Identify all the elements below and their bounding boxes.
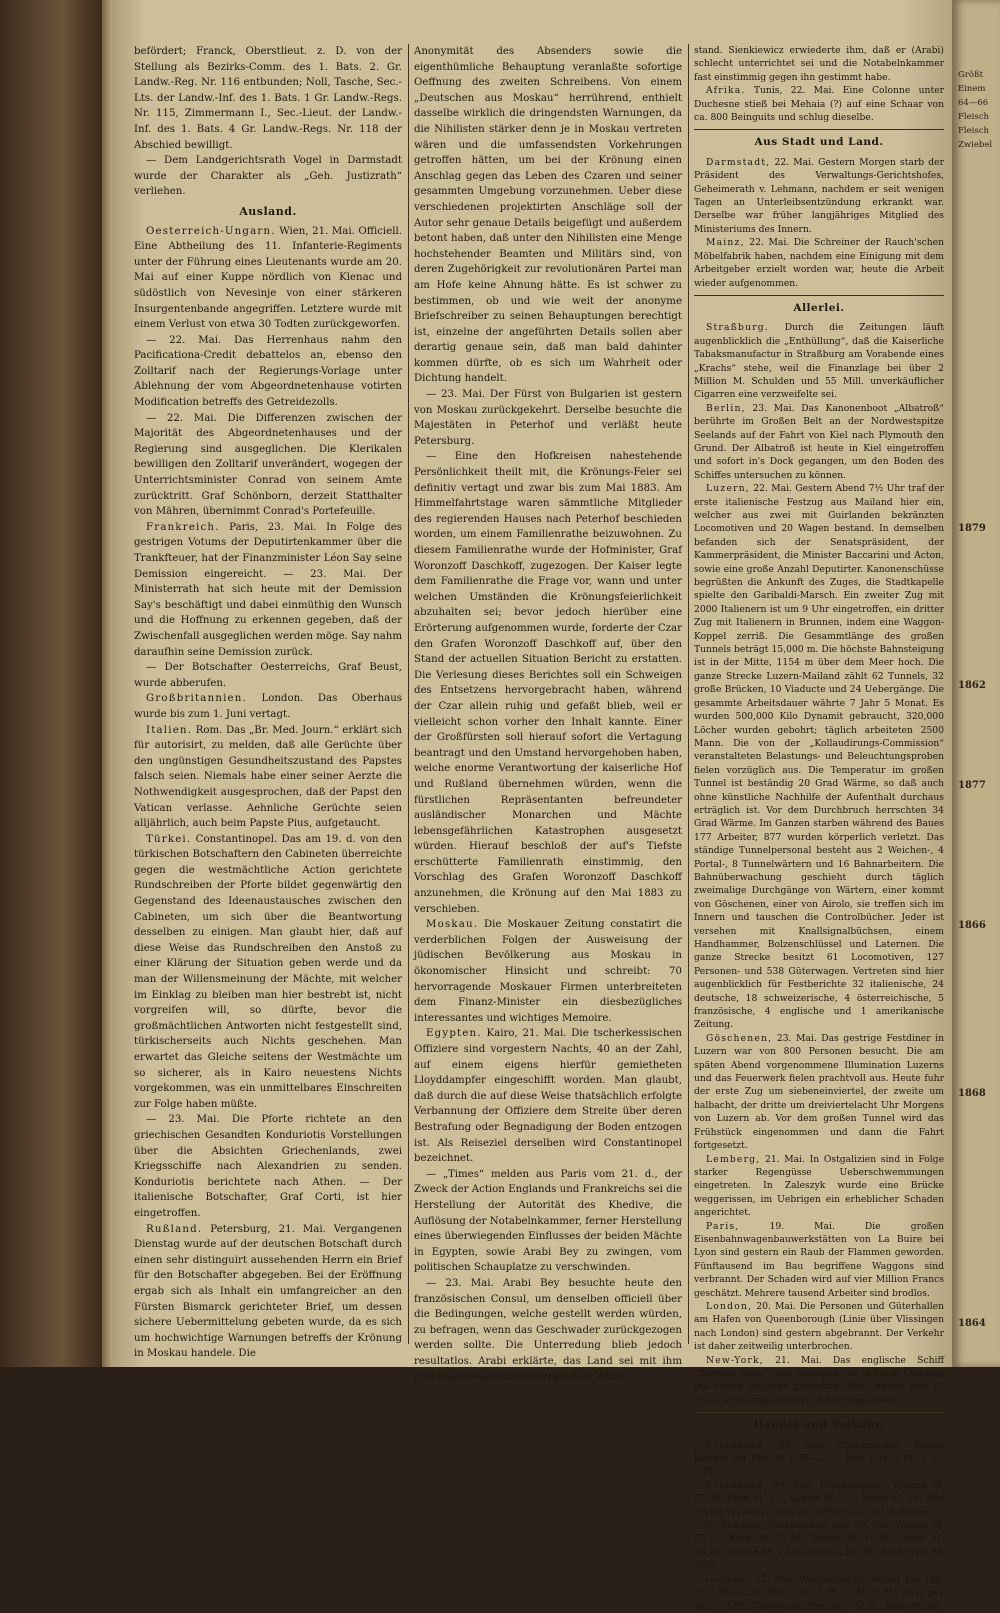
- dateline: Straßburg.: [706, 322, 769, 334]
- dateline: Afrika.: [706, 85, 746, 97]
- fragment-year: 1862: [958, 680, 986, 691]
- paragraph-text: 20. Mai. Die Personen und Güterhallen am Hafen von Queenborough (Linie über Vlissingen nach London) sind gestern abgebrannt. Der Verkehr ist daher zeitweilig unterbrochen.: [694, 1300, 944, 1353]
- paragraph-text: Durch die Zeitungen läuft augenblicklich die „Enthüllung“, daß die Kaiserliche Tabaksmanufactur in Straßburg am Vorabende eines „Krachs“ stehe, weil die Finanzlage bei über 2 Million M. Schulden und 55 Mill. unverkäuflicher Cigarren eine verzweifelte sei.: [694, 322, 945, 401]
- paragraph-text: Petersburg, 21. Mai. Vergangenen Dienstag wurde auf der deutschen Botschaft durch einen sehr distinguirt aussehenden Herrn ein Brief für den Botschafter abgegeben. Bei der Eröffnung ergab sich als Inhalt ein umfangreicher an den Fürsten Bismarck gerichteter Brief, um dessen sichere Uebermittelung gebeten wurde, da es sich um hochwichtige Warnungen betreffs der Krönung in Moskau handele. Die: [134, 1223, 402, 1360]
- paragraph: Anonymität des Absenders sowie die eigenthümliche Behauptung veranlaßte sofortige Oeffnung des zweiten Schreibens. Von einem „Deutschen aus Moskau“ herrührend, enthielt dasselbe wirklich die dringendsten Warnungen, da die Nihilisten stärker denn je in Moskau vertreten wären und die umfassendsten Vorkehrungen getroffen hätten, um bei der Krönung einen Anschlag gegen das Leben des Czaren und seiner gesammten Umgebung vorzunehmen. Ueber diese verschiedenen projektirten Anschläge soll der Autor sehr genaue Details beigefügt und außerdem betont haben, daß unter den Nihilisten eine Menge hochstehender Beamten und Militärs sind, von deren Zugehörigkeit zur revolutionären Partei man am Hofe keine Ahnung hätte. Es ist schwer zu bestimmen, ob und wie weit der anonyme Briefschreiber zu seinen Behauptungen berechtigt ist, einzelne der angeführten Details sollen aber derartig genaue sein, daß man bald dahinter kommen dürfte, ob es sich um Wahrheit oder Dichtung handelt.: [414, 46, 682, 385]
- dateline: Gießen,: [706, 1573, 751, 1585]
- section-heading-ausland: Ausland.: [239, 204, 297, 218]
- dateline: Paris,: [706, 1220, 740, 1232]
- paragraph-text: 23. Mai. Das gestrige Festdiner in Luzern war von 800 Personen besucht. Die am späten Abend vorgenommene Illumination Luzerns und das Feuerwerk fielen prachtvoll aus. Heute fuhr der erste Zug um siebeneinviertel, der zweite um halbacht, der dritte um dreiviertelacht Uhr Morgens von Luzern ab. Vor dem großen Tunnel wird das Frühstück eingenommen und dann die Fahrt fortgesetzt.: [694, 1032, 945, 1152]
- paragraph-text: London. Das Oberhaus wurde bis zum 1. Juni vertagt.: [134, 693, 402, 720]
- paragraph: [134, 1222, 402, 1362]
- dateline: Rußland.: [146, 1223, 203, 1235]
- dateline: Göschenen,: [706, 1032, 773, 1044]
- paragraph: [694, 402, 944, 482]
- section-heading-stadt-und-land: Aus Stadt und Land.: [754, 136, 884, 149]
- fragment-year: 1877: [958, 780, 986, 791]
- fragment-year: 1864: [958, 1318, 986, 1329]
- paragraph-text: 19. Mai. Die großen Eisenbahnwagenbauwerkstätten von La Buire bei Lyon sind gestern ein Raub der Flammen geworden. Fünftausend im Bau begriffene Waggons sind verbrannt. Der Schaden wird auf vier Million Francs geschätzt. Mehrere tausend Arbeiter sind brodlos.: [694, 1220, 944, 1299]
- section-divider: [694, 129, 944, 130]
- fragment-year: 1866: [958, 920, 986, 931]
- paragraph: [694, 1300, 944, 1354]
- paragraph: [694, 156, 944, 236]
- dateline: Oesterreich-Ungarn.: [146, 225, 276, 237]
- paragraph: — „Times“ melden aus Paris vom 21. d., der Zweck der Action Englands und Frankreichs sei die Herstellung der Autorität des Khedive, die Auflösung der Notabelnkammer, ferner Herstellung eines überwiegenden Einflusses der beiden Mächte in Egypten, sowie Arabi Bey zu zwingen, vom politischen Schauplatze zu verschwinden.: [414, 1168, 682, 1274]
- paragraph: befördert; Franck, Oberstlieut. z. D. von der Stellung als Bezirks-Comm. des 1. Bats. 2. Gr. Landw.-Reg. Nr. 116 entbunden; Noll, Tasche, Sec.-Lts. der Landw.-Inf. des 1. Bats. 1 Gr. Landw.-Regs. Nr. 115, Zimmermann I., Sec.-Lieut. der Landw.-Inf. des 1. Bats. 4 Gr. Landw.-Regs. Nr. 118 der Abschied bewilligt.: [134, 46, 402, 151]
- fragment-text: Größt: [958, 70, 984, 80]
- paragraph-text: Tunis, 22. Mai. Eine Colonne unter Duchesne stieß bei Mehaia (?) auf eine Schaar von ca. 800 Beinguits und schlug dieselbe.: [694, 85, 944, 124]
- paragraph: [694, 321, 944, 401]
- page-edge: [102, 0, 112, 1367]
- paragraph: [694, 1354, 944, 1408]
- paragraph: [694, 1153, 944, 1220]
- column-3: [694, 44, 945, 1612]
- paragraph: — 23. Mai. Die Pforte richtete an den griechischen Gesandten Konduriotis Vorstellungen über die Absichten Griechenlands, zwei Kriegsschiffe nach Alexandrien zu senden. Konduriotis berichtete nach Athen. — Der italienische Botschafter, Graf Corti, ist hier eingetroffen.: [134, 1114, 402, 1219]
- paragraph: [414, 1026, 682, 1166]
- paragraph: [134, 224, 402, 333]
- dateline: Friedberg,: [706, 1479, 768, 1491]
- column-1: [134, 44, 402, 1360]
- paragraph: [694, 236, 944, 290]
- adjacent-page-fragment: [952, 0, 1000, 1367]
- paragraph: — 23. Mai. Der Fürst von Bulgarien ist gestern von Moskau zurückgekehrt. Derselbe besuchte die Majestäten in Peterhof und verläßt heute Petersburg.: [414, 389, 682, 447]
- fragment-year: 1879: [958, 523, 986, 534]
- paragraph-text: 24. Mai. Wochenmarkt. Butter kostete per Pfd. M. 1.05—1.20, Eier 1 St. 5 Pf., 2 St. 9 Pf.: [694, 1439, 944, 1478]
- paragraph: — Der Botschafter Oesterreichs, Graf Beust, wurde abberufen.: [134, 662, 402, 689]
- paragraph-text: 23. Mai. Wochenmarkt. Butter per Pfd. M. 1.00—1.10, Eier 1 St. 5 Pf., 2 St. 9 Pf., Käse per St. 5—9 Pf., Tauben das Paar 60—70 Pf., Hühner per: [694, 1573, 944, 1612]
- dateline: Friedberg,: [706, 1439, 768, 1451]
- dateline: Moskau.: [426, 919, 479, 931]
- newspaper-page: [112, 0, 952, 1612]
- paragraph: [134, 723, 402, 832]
- paragraph-text: Die Moskauer Zeitung constatirt die verderblichen Folgen der Ausweisung der jüdischen Bevölkerung aus Moskau in ökonomischer Hinsicht und schreibt: 70 hervorragende Moskauer Firmen unterbreiteten dem Finanz-Minister ein diesbezügliches interessantes und wichtiges Memoire.: [414, 919, 682, 1024]
- paragraph-text: Fruchtpreise vom 20. Mai. Waizen M. 25.12, Korn M. 19.20, Gerste M. 16.60, Hafer M. 16.16, Erbsen M. 23.00, Samen M. 26., Kartoffeln M. 2.80.: [694, 1520, 945, 1572]
- section-heading-allerlei: Allerlei.: [793, 301, 845, 314]
- column-rule: [688, 44, 689, 1344]
- dateline: New-York,: [706, 1354, 764, 1366]
- paragraph: [694, 1220, 944, 1300]
- paragraph: [694, 482, 944, 1032]
- paragraph-text: 22. Mai. Gestern Morgen starb der Präsident des Verwaltungs-Gerichtshofes, Geheimerath v. Lehmann, nachdem er seit wenigen Tagen an Unterleibsentzündung erkrankt war. Derselbe war früher langjähriges Mitglied des Ministeriums des Innern.: [694, 156, 945, 235]
- paragraph: — Dem Landgerichtsrath Vogel in Darmstadt wurde der Charakter als „Geh. Justizrath“ verliehen.: [134, 155, 402, 198]
- paragraph-text: Rom. Das „Br. Med. Journ.“ erklärt sich für autorisirt, zu melden, daß alle Gerüchte über den ungünstigen Gesundheitszustand des Papstes falsch seien. Niemals habe einer seiner Aerzte die Nothwendigkeit ausgesprochen, daß der Papst den Vatican verlasse. Aehnliche Gerüchte seien alljährlich, auch beim Papste Pius, aufgetaucht.: [134, 724, 402, 830]
- paragraph: [694, 84, 944, 124]
- paragraph: [694, 1439, 944, 1479]
- paragraph: — 22. Mai. Die Differenzen zwischen der Majorität des Abgeordnetenhauses und der Regierung sind ausgeglichen. Die Klerikalen bewilligen den Zolltarif unverändert, wogegen der Unterrichtsminister Conrad von seinem Amte zurücktritt. Graf Schönborn, derzeit Statthalter von Mähren, übernimmt Conrad's Portefeuille.: [134, 412, 402, 518]
- dateline: Türkei.: [146, 833, 192, 845]
- fragment-text: Fleisch: [958, 112, 989, 122]
- fragment-text: Zwiebel: [958, 140, 993, 150]
- fragment-text: Einem: [958, 84, 986, 94]
- paragraph-text: 21. Mai. Das englische Schiff „Western Belle“, von Greenock, ist in Folge Collision mit einem Eisberge gesunken. Der Capitän und 13 Mann sind umgekommen, 6 Mann gerettet.: [694, 1354, 944, 1406]
- dateline: Berlin,: [706, 402, 746, 414]
- paragraph: [694, 1479, 944, 1519]
- paragraph-text: Kairo, 21. Mai. Die tscherkessischen Offiziere sind vorgestern Nachts, 40 an der Zahl, auf einem eigens hierfür gemietheten Lloyddampfer eingeschifft worden. Man glaubt, daß durch die auf diese Weise thatsächlich erfolgte Verbannung der Offiziere dem Streite über deren Bestrafung oder Begnadigung der Boden entzogen ist. Als Reiseziel derselben wird Constantinopel bezeichnet.: [414, 1028, 682, 1165]
- paragraph: [134, 520, 402, 660]
- paragraph: [694, 1032, 944, 1153]
- dateline: Darmstadt,: [706, 156, 771, 168]
- section-heading-handel: Handel und Verkehr.: [753, 1419, 885, 1432]
- paragraph: [134, 691, 402, 722]
- dateline: Italien.: [146, 724, 193, 736]
- paragraph: — 22. Mai. Das Herrenhaus nahm den Pacificationa-Credit debattelos an, ebenso den Zolltarif nach der Regierungs-Vorlage unter Ablehnung der vom Abgeordnetenhause votirten Modification betreffs des Getreidezolls.: [134, 334, 402, 409]
- dateline: Lemberg,: [706, 1153, 761, 1165]
- paragraph: — 23. Mai. Arabi Bey besuchte heute den französischen Consul, um denselben officiell über die Bedingungen, welche gestellt werden würden, zu befragen, wenn das Geschwader zurückgezogen werden sollte. Die Unterredung blieb jedoch resultatlos. Arabi erklärte, das Land sei mit ihm und begünstige einen energischen Wider-: [414, 1277, 682, 1383]
- section-divider: [694, 1412, 944, 1413]
- dateline: Mainz,: [706, 237, 745, 249]
- paragraph: — Eine den Hofkreisen nahestehende Persönlichkeit theilt mit, die Krönungs-Feier sei definitiv vertagt und zwar bis zum Mai 1883. Am Himmelfahrtstage waren sämmtliche Mitglieder des regierenden Hauses nach Peterhof beschieden worden, um einem Familienrathe beizuwohnen. Zu diesem Familienrathe wurde der Hofminister, Graf Woronzoff Daschkoff, zugezogen. Der Kaiser legte dem Familienrathe die Frage vor, wann und unter welchen Umständen die Krönungsfeierlichkeit abzuhalten sei; bevor jedoch hierüber eine Erörterung aufgenommen wurde, forderte der Czar den Grafen Woronzoff Daschkoff auf, über den Stand der actuellen Situation Bericht zu erstatten. Die Verlesung dieses Berichtes soll ein Schweigen des Entsetzens hervorgebracht haben, während der Czar allein ruhig und gefaßt blieb, weil er vielleicht schon vorher den Inhalt kannte. Einer der Großfürsten soll hierauf sofort die Vertagung beantragt und den Umstand hervorgehoben haben, welche enorme Verantwortung der kaiserliche Hof und Rußland übernehmen würden, wenn die fürstlichen Repräsentanten befreundeter ausländischer Monarchen und Mächte lebensgefährlichen Katastrophen ausgesetzt würden. Hierauf beschloß der auf's Tiefste erschütterte Familienrath einstimmig, den Vorschlag des Grafen Woronzoff Daschkoff anzunehmen, die Krönung auf den Mai 1883 zu verschieben.: [414, 451, 682, 915]
- fragment-year: 1868: [958, 1088, 986, 1099]
- dateline: London,: [706, 1300, 753, 1312]
- dateline: Egypten.: [426, 1028, 482, 1040]
- paragraph-text: 22. Mai. Gestern Abend 7½ Uhr traf der erste italienische Festzug aus Mailand hier ein, welcher aus zwei mit Guirlanden bekränzten Locomotiven und 20 Wagen bestand. In demselben befanden sich der Senatspräsident, der Kammerpräsident, die Minister Baccarini und Acton, sowie eine große Anzahl Deputirter. Kanonenschüsse begrüßten die Ankunft des Zuges, die Stadtkapelle spielte den Garibaldi-Marsch. Ein zweiter Zug mit 2000 Italienern ist um 9 Uhr eingetroffen, ein dritter Zug mit Italienern in Brunnen, indem eine Waggon-Koppel zerriß. Die Gesammtlänge des großen Tunnels beträgt 15,000 m. Die höchste Bahnsteigung ist in der Mitte, 1154 m über dem Meer hoch. Die ganze Strecke Luzern-Mailand zählt 62 Tunnels, 32 große Brücken, 10 Viaducte und 24 Uebergänge. Die gesammte Arbeitsdauer währte 7 Jahr 5 Monat. Es wurden 500,000 Kilo Dynamit gebraucht, 320,000 Löcher wurden gebohrt; täglich arbeiteten 2500 Mann. Die von der „Kollaudirungs-Commission“ veranstalteten Belastungs- und Beleuchtungsproben fielen vorzüglich aus. Die Temperatur im großen Tunnel ist beständig 20 Grad Wärme, so daß auch ohne künstliche Nachhilfe der Aufenthalt durchaus erträglich ist. Vor dem Durchbruch herrschten 34 Grad Wärme. Im Ganzen starben während des Baues 177 Arbeiter, 877 wurden körperlich verletzt. Das ständige Tunnelpersonal besteht aus 2 Weichen-, 4 Portal-, 8 Tunnelwärtern und 16 Bahnarbeitern. Die Bahnüberwachung geschieht durch täglich zweimalige Durchgänge von Wärtern, einer kommt von Göschenen, einer von Airolo, sie treffen sich im Innern und tauschen die Controlbücher. Jeder ist versehen mit Knallsignalbüchsen, einem Handhammer, Bolzenschlüssel und Laternen. Die ganze Strecke besitzt 61 Locomotiven, 127 Personen- und 538 Güterwagen. Vertreten sind hier augenblicklich für Festberichte 32 italienische, 24 deutsche, 18 schweizerische, 4 österreichische, 5 französische, 4 englische und 1 amerikanische Zeitung.: [694, 483, 944, 1031]
- paragraph: [414, 917, 682, 1026]
- dateline: Frankreich.: [146, 521, 220, 533]
- paragraph-text: Constantinopel. Das am 19. d. von den türkischen Botschaftern den Cabineten überreichte gegen die westmächtliche Action gerichtete Rundschreiben der Pforte bildet gegenwärtig den Gegenstand des Ideenaustausches zwischen den Cabineten, um sich über die Beantwortung desselben zu einigen. Man glaubt hier, daß auf diese Weise das Rundschreiben den Anstoß zu einer Klärung der Situation geben werde und da man der Willensmeinung der Mächte, mit welcher im Einklag zu bleiben man hier bestrebt ist, nicht vorgreifen will, so dürfte, bevor die großmächtlichen Antworten nicht festgestellt sind, türkischerseits auch Nichts geschehen. Man erwartet das Gleiche seitens der Westmächte um so sicherer, als in Kairo neuestens Nichts vorgekommen, was ein unmittelbares Einschreiten zur Folge haben müßte.: [134, 833, 402, 1110]
- column-2: [414, 44, 682, 1383]
- column-rule: [408, 44, 409, 1344]
- paragraph: stand. Sienkiewicz erwiederte ihm, daß er (Arabi) schlecht unterrichtet sei und die Notabelnkammer fast einstimmig gegen ihn gestimmt habe.: [694, 45, 944, 83]
- paragraph: [134, 832, 402, 1113]
- paragraph: [694, 1519, 944, 1573]
- dateline: Luzern,: [706, 483, 750, 495]
- dateline: Grünberg.: [706, 1520, 765, 1532]
- fragment-text: Fleisch: [958, 126, 989, 136]
- paragraph: [694, 1573, 944, 1613]
- paragraph-text: Wien, 21. Mai. Officiell. Eine Abtheilung des 11. Infanterie-Regiments unter der Führung eines Lieutenants wurde am 20. Mai auf einer Kuppe nördlich von Klenac und südöstlich von Nevesinje von einer stärkeren Insurgentenbande angegriffen. Letztere wurde mit einem Verlust von etwa 30 Todten zurückgeworfen.: [134, 225, 402, 331]
- paragraph-text: 23. Mai. Das Kanonenboot „Albatroß“ berührte im Großen Belt an der Nordwestspitze Seelands auf der Fahrt von Kiel nach Plymouth den Grund. Der Albatroß ist heute in Kiel eingetroffen und sofort in's Dock gegangen, um den Boden des Schiffes untersuchen zu können.: [694, 402, 945, 481]
- paragraph-text: Paris, 23. Mai. In Folge des gestrigen Votums der Deputirtenkammer über die Trankfteuer, hat der Finanzminister Léon Say seine Demission eingereicht. — 23. Mai. Der Ministerrath hat sich heute mit der Demission Say's beschäftigt und dabei einmüthig den Wunsch und die Hoffnung zu erkennen gegeben, daß der Zwischenfall ausgeglichen werden möge. Say nahm daraufhin seine Demission zurück.: [134, 521, 402, 658]
- paragraph-text: 22. Mai. Die Schreiner der Rauch'schen Möbelfabrik haben, nachdem eine Einigung mit dem Arbeitgeber erzielt worden war, heute die Arbeit wieder aufgenommen.: [694, 237, 944, 289]
- section-divider: [694, 295, 944, 296]
- book-binding: [0, 0, 112, 1367]
- fragment-text: 64—66: [958, 98, 989, 108]
- paragraph-text: 24. Mai. Fruchtbericht. Waizen M. 25.50, Korn M. 19., Gerste M. 18., Hafer M. 16. Alle Preise verstehen sich auf 100 Kilo = 200 Zollpfund.: [694, 1479, 945, 1518]
- paragraph-text: 21. Mai. In Ostgalizien sind in Folge starker Regengüsse Ueberschwemmungen eingetreten. In Zaleszyk wurde eine Brücke weggerissen, im Uebrigen ein erheblicher Schaden angerichtet.: [694, 1153, 944, 1219]
- dateline: Großbritannien.: [146, 693, 247, 705]
